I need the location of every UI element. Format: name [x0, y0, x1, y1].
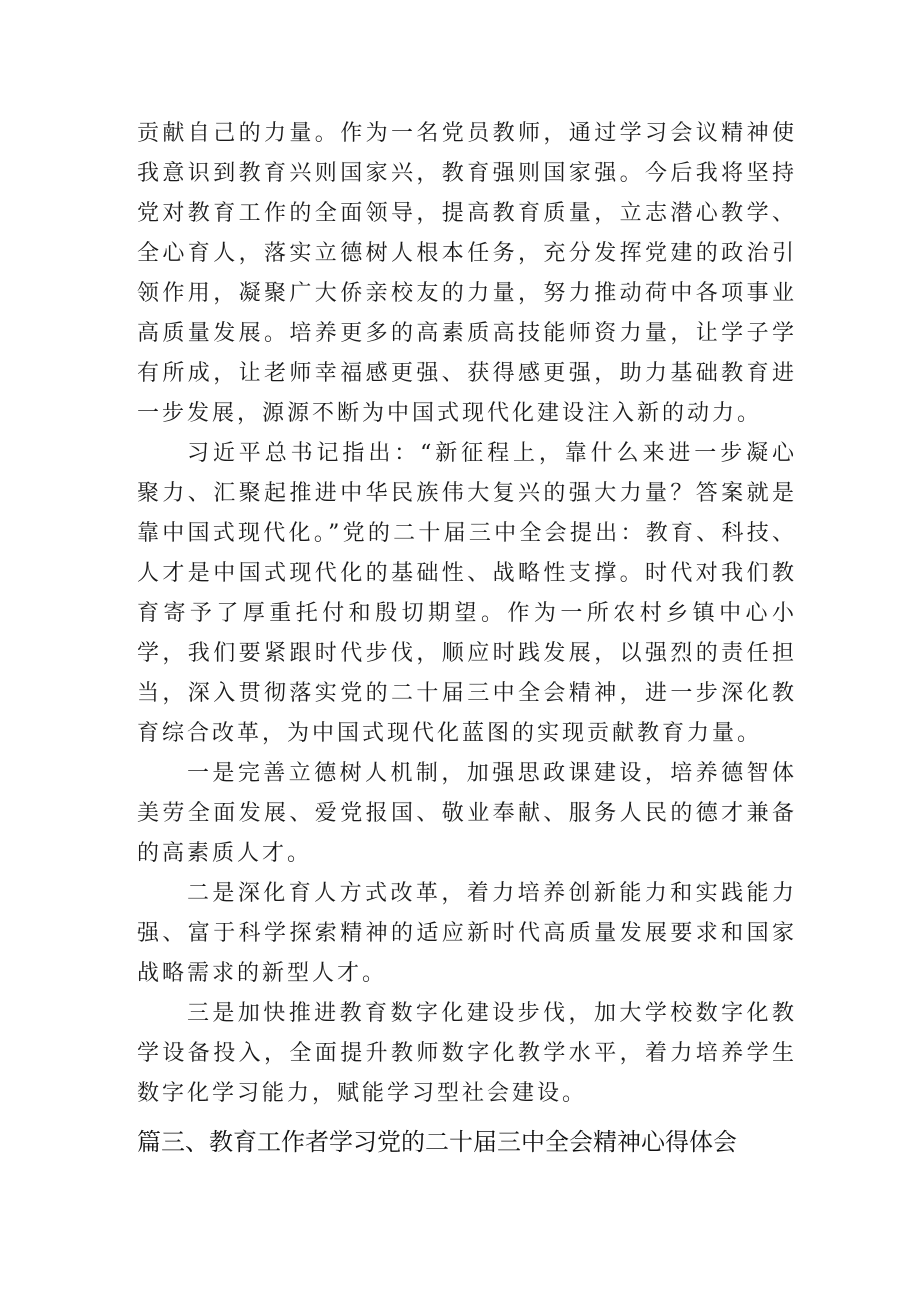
- paragraph-point-two: 二是深化育人方式改革，着力培养创新能力和实践能力强、富于科学探索精神的适应新时代高质量发展要求和国家战略需求的新型人才。: [137, 881, 797, 986]
- document-body: [137, 114, 797, 1114]
- paragraph-point-one: 一是完善立德树人机制，加强思政课建设，培养德智体美劳全面发展、爱党报国、敬业奉献、服务人民的德才兼备的高素质人才。: [137, 761, 797, 866]
- section-heading: 篇三、教育工作者学习党的二十届三中全会精神心得体会: [137, 1128, 737, 1156]
- paragraph-point-three: 三是加快推进教育数字化建设步伐，加大学校数字化教学设备投入，全面提升教师数字化教学水平，着力培养学生数字化学习能力，赋能学习型社会建设。: [137, 1001, 797, 1106]
- paragraph-continuation: 贡献自己的力量。作为一名党员教师，通过学习会议精神使我意识到教育兴则国家兴，教育强则国家强。今后我将坚持党对教育工作的全面领导，提高教育质量，立志潜心教学、全心育人，落实立德树人根本任务，充分发挥党建的政治引领作用，凝聚广大侨亲校友的力量，努力推动荷中各项事业高质量发展。培养更多的高素质高技能师资力量，让学子学有所成，让老师幸福感更强、获得感更强，助力基础教育进一步发展，源源不断为中国式现代化建设注入新的动力。: [137, 121, 797, 426]
- paragraph-quote: 习近平总书记指出：“新征程上，靠什么来进一步凝心聚力、汇聚起推进中华民族伟大复兴的强大力量？答案就是靠中国式现代化。”党的二十届三中全会提出：教育、科技、人才是中国式现代化的基础性、战略性支撑。时代对我们教育寄予了厚重托付和殷切期望。作为一所农村乡镇中心小学，我们要紧跟时代步伐，顺应时践发展，以强烈的责任担当，深入贯彻落实党的二十届三中全会精神，进一步深化教育综合改革，为中国式现代化蓝图的实现贡献教育力量。: [137, 441, 797, 746]
